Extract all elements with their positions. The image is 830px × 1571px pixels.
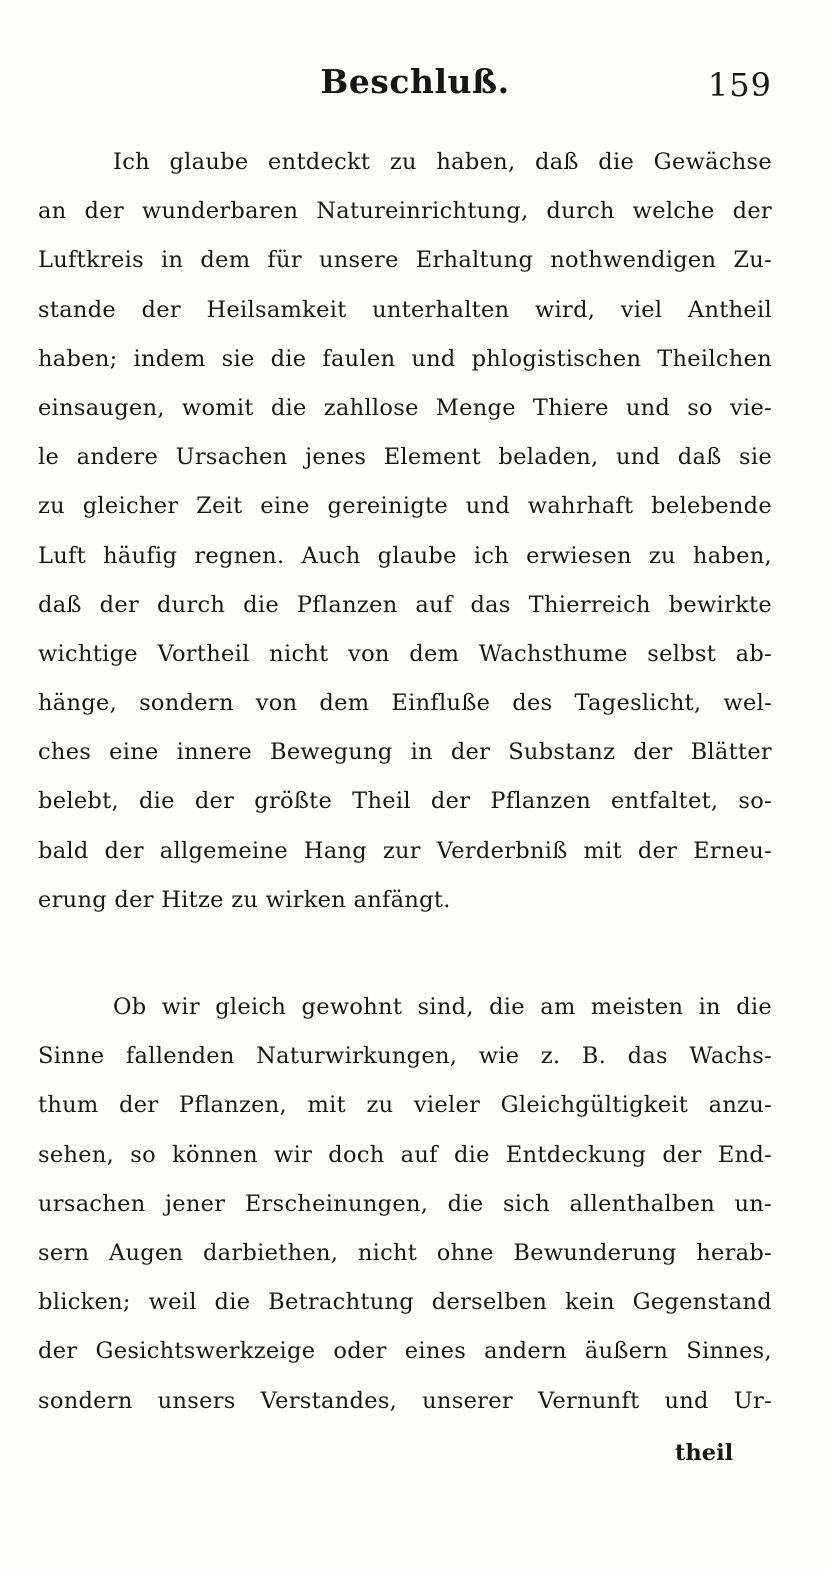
text-line: sehen, so können wir doch auf die Entdeckung der End- <box>38 1141 772 1168</box>
text-line: belebt, die der größte Theil der Pflanzen entfaltet, so- <box>38 788 772 815</box>
text-line: Luft häufig regnen. Auch glaube ich erwiesen zu haben, <box>38 542 772 569</box>
paragraph-2 <box>38 983 772 1426</box>
paragraph-1 <box>38 138 772 925</box>
text-line: hänge, sondern von dem Einfluße des Tageslicht, wel- <box>38 690 772 717</box>
text-line: Ob wir gleich gewohnt sind, die am meisten in die <box>113 994 772 1020</box>
text-line: blicken; weil die Betrachtung derselben kein Gegenstand <box>38 1289 772 1316</box>
text-line: ursachen jener Erscheinungen, die sich allenthalben un- <box>38 1190 772 1217</box>
text-line: Sinne fallenden Naturwirkungen, wie z. B. das Wachs- <box>38 1043 772 1070</box>
text-line: erung der Hitze zu wirken anfängt. <box>38 886 451 913</box>
catchword: theil <box>675 1440 734 1466</box>
text-line: Ich glaube entdeckt zu haben, daß die Gewächse <box>113 149 772 175</box>
text-line: thum der Pflanzen, mit zu vieler Gleichgültigkeit anzu- <box>38 1092 772 1119</box>
text-line: le andere Ursachen jenes Element beladen, und daß sie <box>38 444 772 471</box>
text-line: einsaugen, womit die zahllose Menge Thiere und so vie- <box>38 394 772 421</box>
text-line: wichtige Vortheil nicht von dem Wachsthume selbst ab- <box>38 640 772 667</box>
text-line: der Gesichtswerkzeige oder eines andern äußern Sinnes, <box>38 1338 772 1365</box>
running-head <box>40 62 790 108</box>
text-line: bald der allgemeine Hang zur Verderbniß mit der Erneu- <box>38 837 772 864</box>
text-line: an der wunderbaren Natureinrichtung, durch welche der <box>38 198 772 225</box>
page-number: 159 <box>707 66 772 104</box>
text-line: haben; indem sie die faulen und phlogistischen Theilchen <box>38 345 772 372</box>
text-line: sondern unsers Verstandes, unserer Vernunft und Ur- <box>38 1387 772 1414</box>
text-line: zu gleicher Zeit eine gereinigte und wahrhaft belebende <box>38 493 772 520</box>
text-line: daß der durch die Pflanzen auf das Thierreich bewirkte <box>38 591 772 618</box>
text-line: Luftkreis in dem für unsere Erhaltung nothwendigen Zu- <box>38 247 772 274</box>
text-line: sern Augen darbiethen, nicht ohne Bewunderung herab- <box>38 1239 772 1266</box>
text-line: ches eine innere Bewegung in der Substanz der Blätter <box>38 739 772 766</box>
text-line: stande der Heilsamkeit unterhalten wird, viel Antheil <box>38 296 772 323</box>
chapter-title: Beschluß. <box>320 62 510 101</box>
